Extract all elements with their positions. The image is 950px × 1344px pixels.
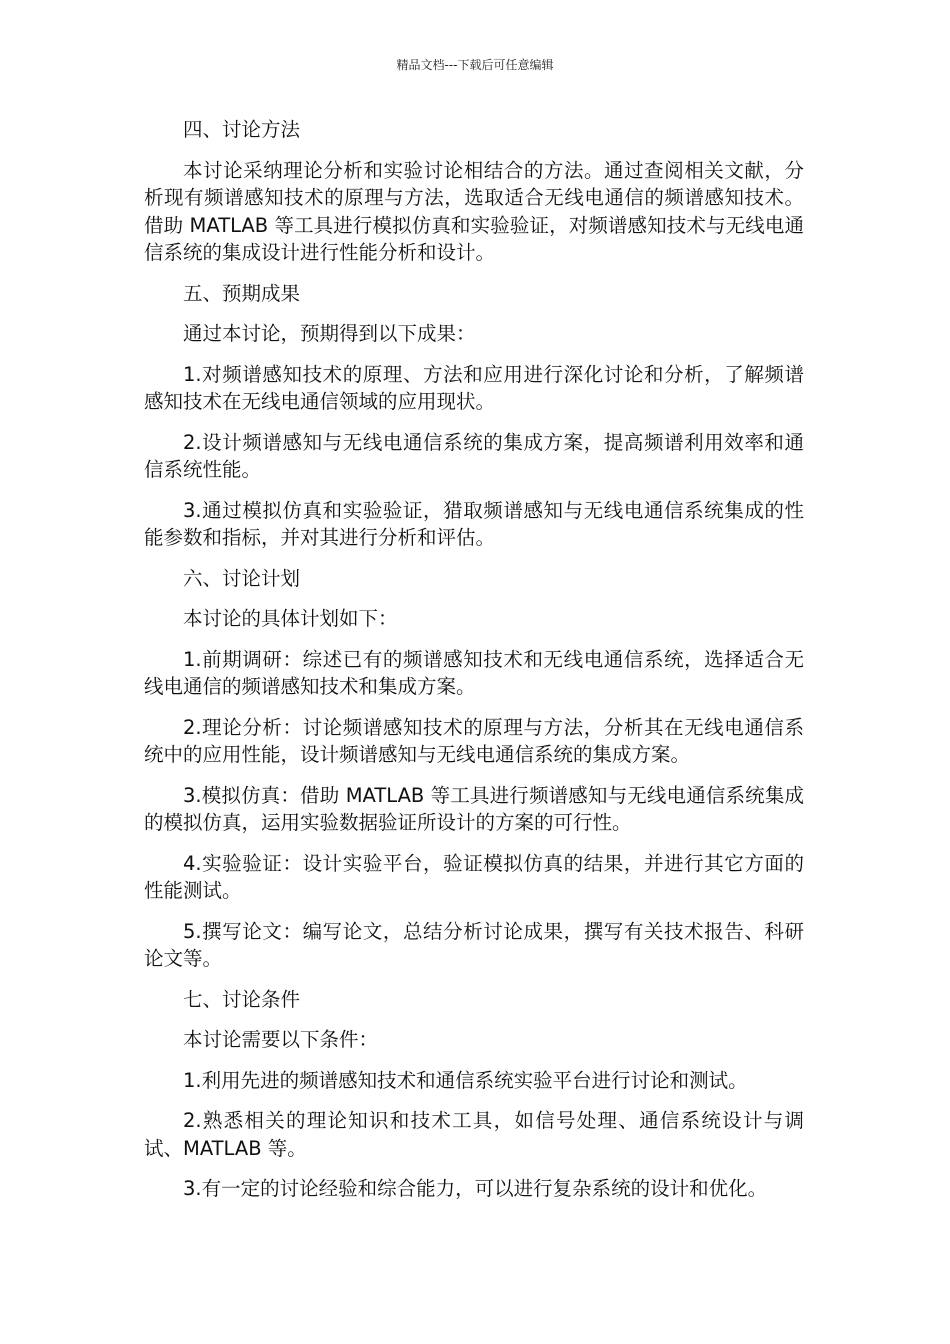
document-body [144, 116, 804, 1216]
list-item: 2.熟悉相关的理论知识和技术工具，如信号处理、通信系统设计与调试、MATLAB 等。 [144, 1109, 804, 1160]
paragraph-methods: 本讨论采纳理论分析和实验讨论相结合的方法。通过查阅相关文献，分析现有频谱感知技术的原理与方法，选取适合无线电通信的频谱感知技术。借助 MATLAB 等工具进行模拟仿真和实验验证，对频谱感知技术与无线电通信系统的集成设计进行性能分析和设计。 [144, 158, 804, 264]
section-heading-expected-results: 五、预期成果 [183, 281, 301, 305]
page-header: 精品文档---下载后可任意编辑 [396, 58, 554, 72]
paragraph-results-intro: 通过本讨论，预期得到以下成果： [183, 322, 476, 345]
list-item: 4.实验验证：设计实验平台，验证模拟仿真的结果，并进行其它方面的性能测试。 [144, 851, 804, 902]
list-item: 2.理论分析：讨论频谱感知技术的原理与方法，分析其在无线电通信系统中的应用性能，设计频谱感知与无线电通信系统的集成方案。 [144, 715, 804, 766]
list-item: 3.模拟仿真：借助 MATLAB 等工具进行频谱感知与无线电通信系统集成的模拟仿真，运用实验数据验证所设计的方案的可行性。 [144, 783, 804, 834]
list-item: 1.前期调研：综述已有的频谱感知技术和无线电通信系统，选择适合无线电通信的频谱感知技术和集成方案。 [144, 647, 804, 698]
paragraph-conditions-intro: 本讨论需要以下条件： [183, 1028, 379, 1051]
list-item: 1.利用先进的频谱感知技术和通信系统实验平台进行讨论和测试。 [183, 1068, 748, 1092]
list-item: 3.有一定的讨论经验和综合能力，可以进行复杂系统的设计和优化。 [183, 1177, 768, 1200]
list-item: 3.通过模拟仿真和实验验证，猎取频谱感知与无线电通信系统集成的性能参数和指标，并对其进行分析和评估。 [144, 498, 804, 549]
list-item: 2.设计频谱感知与无线电通信系统的集成方案，提高频谱利用效率和通信系统性能。 [144, 430, 804, 481]
section-heading-plan: 六、讨论计划 [183, 566, 301, 590]
list-item: 5.撰写论文：编写论文，总结分析讨论成果，撰写有关技术报告、科研论文等。 [144, 919, 804, 970]
paragraph-plan-intro: 本讨论的具体计划如下： [183, 607, 398, 630]
section-heading-conditions: 七、讨论条件 [183, 987, 301, 1011]
section-heading-methods: 四、讨论方法 [183, 118, 301, 141]
list-item: 1.对频谱感知技术的原理、方法和应用进行深化讨论和分析，了解频谱感知技术在无线电通信领域的应用现状。 [144, 362, 804, 413]
